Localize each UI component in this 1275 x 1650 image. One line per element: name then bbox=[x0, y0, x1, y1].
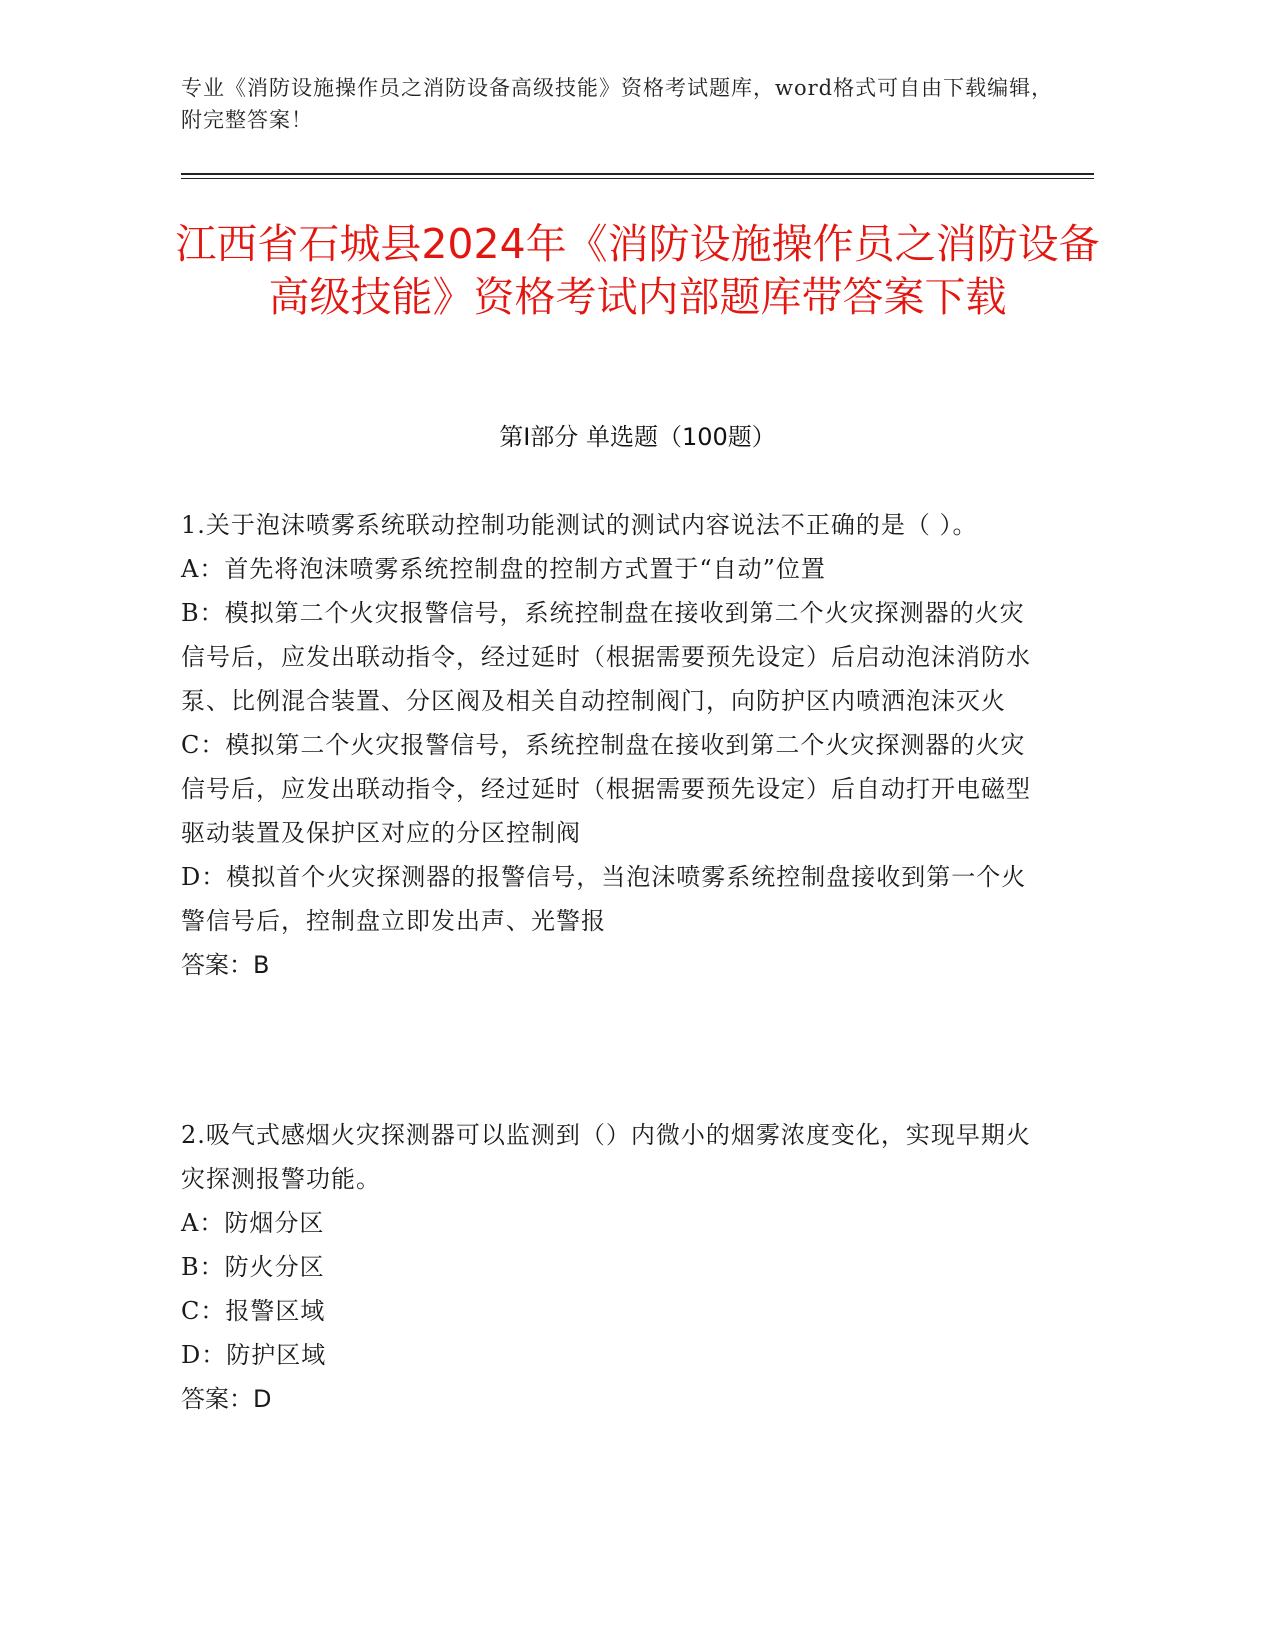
header-note: 专业《消防设施操作员之消防设备高级技能》资格考试题库，word格式可自由下载编辑，附完整答案！ bbox=[181, 76, 1054, 132]
question-stem: 1.关于泡沫喷雾系统联动控制功能测试的测试内容说法不正确的是（ ）。 bbox=[181, 511, 978, 539]
answer: 答案：B bbox=[181, 951, 270, 979]
question-1 bbox=[181, 503, 1041, 987]
option-b: B：防火分区 bbox=[181, 1253, 325, 1281]
section-heading: 第Ⅰ部分 单选题（100题） bbox=[499, 423, 776, 451]
answer: 答案：D bbox=[181, 1385, 272, 1413]
option-c: C：报警区域 bbox=[181, 1297, 326, 1325]
question-stem: 2.吸气式感烟火灾探测器可以监测到（）内微小的烟雾浓度变化，实现早期火灾探测报警功能。 bbox=[181, 1121, 1031, 1193]
option-b: B：模拟第二个火灾报警信号，系统控制盘在接收到第二个火灾探测器的火灾信号后，应发出联动指令，经过延时（根据需要预先设定）后启动泡沫消防水泵、比例混合装置、分区阀及相关自动控制阀门，向防护区内喷洒泡沫灭火 bbox=[181, 599, 1031, 715]
option-a: A：首先将泡沫喷雾系统控制盘的控制方式置于“自动”位置 bbox=[181, 555, 826, 583]
header-rule-thin bbox=[181, 178, 1094, 179]
option-c: C：模拟第二个火灾报警信号，系统控制盘在接收到第二个火灾探测器的火灾信号后，应发出联动指令，经过延时（根据需要预先设定）后自动打开电磁型驱动装置及保护区对应的分区控制阀 bbox=[181, 731, 1031, 847]
document-title: 江西省石城县2024年《消防设施操作员之消防设备高级技能》资格考试内部题库带答案下载 bbox=[175, 220, 1100, 321]
header-rule-thick bbox=[181, 173, 1094, 175]
option-d: D：防护区域 bbox=[181, 1341, 327, 1369]
option-a: A：防烟分区 bbox=[181, 1209, 325, 1237]
option-d: D：模拟首个火灾探测器的报警信号，当泡沫喷雾系统控制盘接收到第一个火警信号后，控制盘立即发出声、光警报 bbox=[181, 863, 1027, 935]
question-2 bbox=[181, 1113, 1041, 1421]
